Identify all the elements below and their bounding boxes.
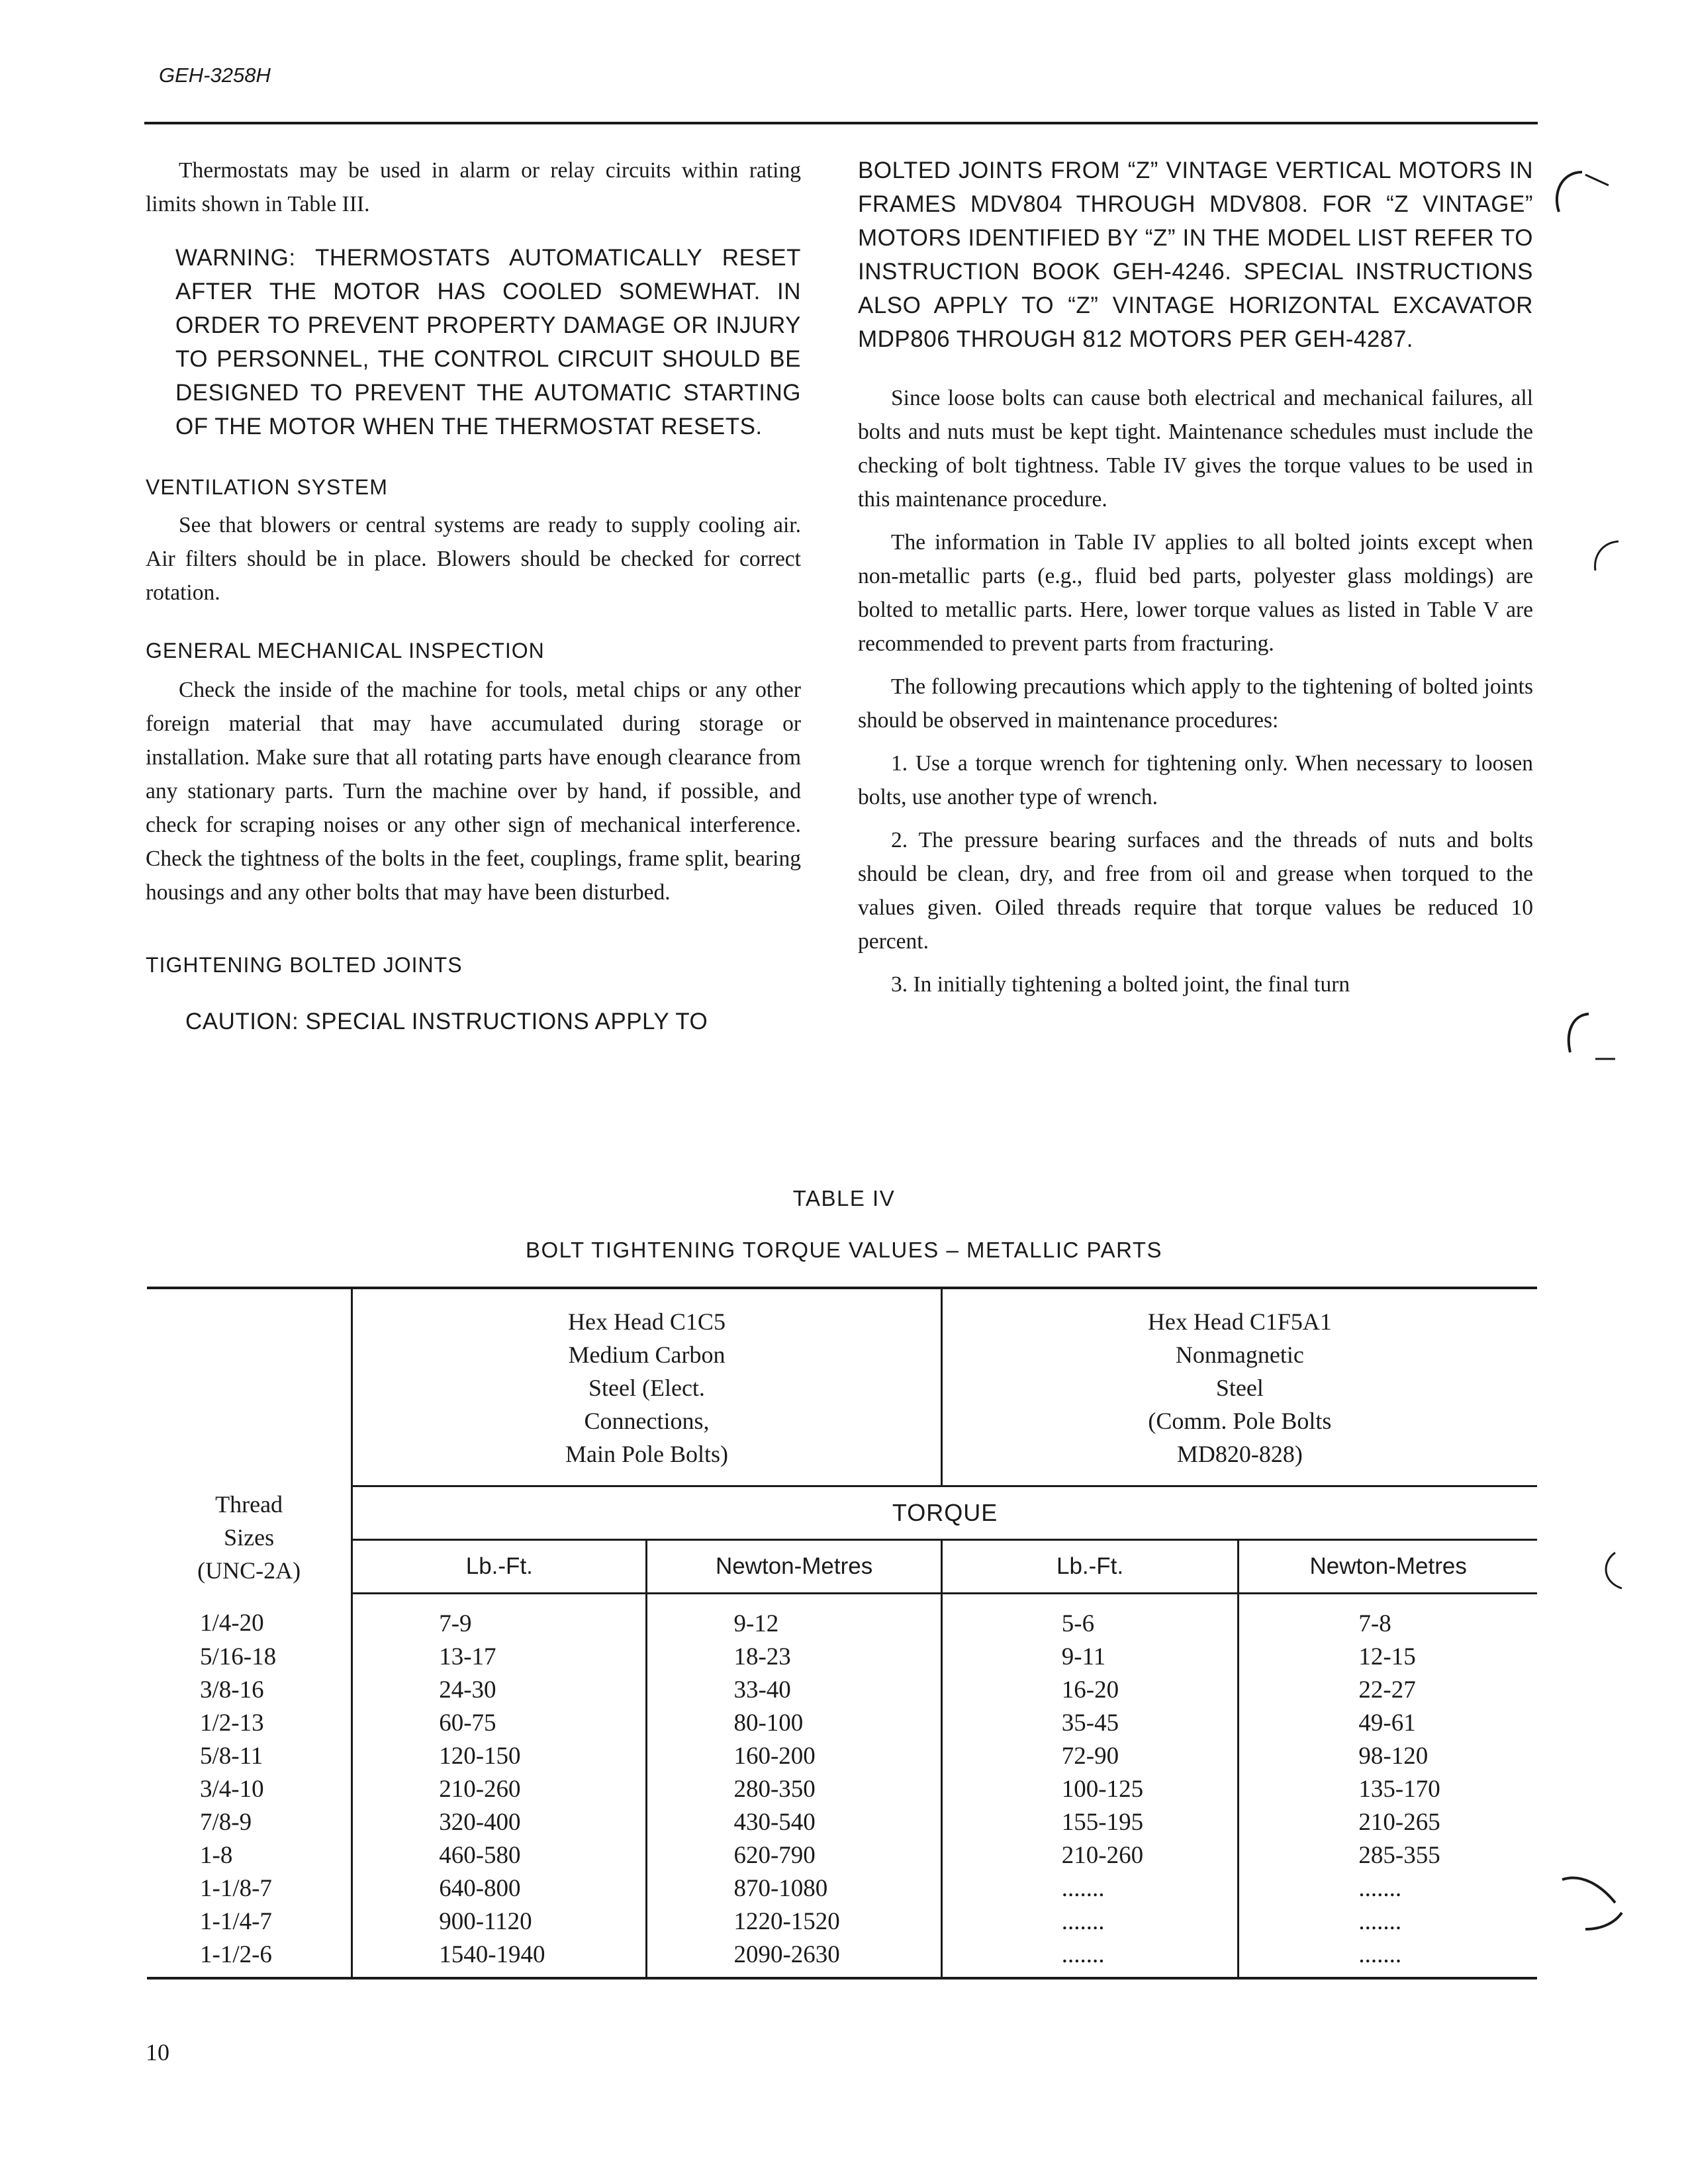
torque-table xyxy=(147,1287,1537,1979)
document-id: GEH-3258H xyxy=(159,64,271,87)
table-number: TABLE IV xyxy=(792,1186,896,1210)
c1f5a1-nm-cell: 7-8 xyxy=(1239,1594,1537,1641)
c1f5a1-lbft-cell: 9-11 xyxy=(941,1641,1239,1674)
material-line: Hex Head C1C5 xyxy=(567,1308,726,1335)
tightening-heading: TIGHTENING BOLTED JOINTS xyxy=(146,953,463,977)
material-line: Steel (Elect. xyxy=(588,1375,705,1401)
c1c5-nm-cell: 280-350 xyxy=(647,1773,941,1806)
c1f5a1-nm-cell: 49-61 xyxy=(1239,1707,1537,1740)
margin-scan-mark xyxy=(1585,536,1625,576)
precaution-item-1: 1. Use a torque wrench for tightening only. When necessary to loosen bolts, use another type of wrench. xyxy=(858,751,1533,809)
margin-scan-mark xyxy=(1549,1006,1622,1066)
c1f5a1-nm-cell: 12-15 xyxy=(1239,1641,1537,1674)
material-line: Medium Carbon xyxy=(568,1342,726,1368)
table-row xyxy=(147,1641,1537,1674)
c1c5-lbft-cell: 13-17 xyxy=(352,1641,647,1674)
caution-start: CAUTION: SPECIAL INSTRUCTIONS APPLY TO xyxy=(185,1009,708,1034)
thread-size-cell: 5/16-18 xyxy=(200,1643,277,1670)
c1c5-nm-cell: 1220-1520 xyxy=(647,1905,941,1938)
material-line: Hex Head C1F5A1 xyxy=(1147,1308,1332,1335)
c1c5-lbft-cell: 120-150 xyxy=(352,1740,647,1773)
unit-header-lbft-1: Lb.-Ft. xyxy=(352,1540,647,1594)
c1f5a1-lbft-cell: ....... xyxy=(941,1872,1239,1905)
c1f5a1-nm-cell: 135-170 xyxy=(1239,1773,1537,1806)
c1c5-nm-cell: 18-23 xyxy=(647,1641,941,1674)
table-iv-applicability-para: The information in Table IV applies to all bolted joints except when non-metallic parts (e.g., fluid bed parts, polyester glass moldings) are bolted to metallic parts. Here, lower torque values as listed in Table V are recommended to prevent parts from fracturing. xyxy=(858,530,1533,656)
c1f5a1-nm-cell: ....... xyxy=(1239,1905,1537,1938)
c1f5a1-lbft-cell: 72-90 xyxy=(941,1740,1239,1773)
c1f5a1-lbft-cell: 100-125 xyxy=(941,1773,1239,1806)
caution-continuation: BOLTED JOINTS FROM “Z” VINTAGE VERTICAL MOTORS IN FRAMES MDV804 THROUGH MDV808. FOR “Z VINTAGE” MOTORS IDENTIFIED BY “Z” IN THE MODEL LIST REFER TO INSTRUCTION BOOK GEH-4246. SPECIAL INSTRUCTIONS ALSO APPLY TO “Z” VINTAGE HORIZONTAL EXCAVATOR MDP806 THROUGH 812 MOTORS PER GEH-4287. xyxy=(858,158,1533,352)
material-line: Nonmagnetic xyxy=(1175,1342,1304,1368)
unit-header-nm-2: Newton-Metres xyxy=(1239,1540,1537,1594)
thread-size-cell: 3/4-10 xyxy=(200,1776,264,1803)
c1c5-lbft-cell: 900-1120 xyxy=(352,1905,647,1938)
material-line: Connections, xyxy=(584,1408,710,1434)
table-row xyxy=(147,1594,1537,1641)
c1f5a1-nm-cell: 22-27 xyxy=(1239,1674,1537,1707)
inspection-text: Check the inside of the machine for tools, metal chips or any other foreign material that may have accumulated during storage or installation. Make sure that all rotating parts have enough clearance from any stationary parts. Turn the machine over by hand, if possible, and check for scraping noises or any other sign of mechanical interference. Check the tightness of the bolts in the feet, couplings, frame split, bearing housings and any other bolts that may have been disturbed. xyxy=(146,678,801,905)
c1c5-nm-cell: 160-200 xyxy=(647,1740,941,1773)
page-number: 10 xyxy=(146,2039,169,2066)
thread-size-cell: 7/8-9 xyxy=(200,1809,252,1836)
precaution-item-3: 3. In initially tightening a bolted joint, the final turn xyxy=(891,972,1350,997)
thermostat-warning: WARNING: THERMOSTATS AUTOMATICALLY RESET AFTER THE MOTOR HAS COOLED SOMEWHAT. IN ORDER TO PREVENT PROPERTY DAMAGE OR INJURY TO PERSONNEL, THE CONTROL CIRCUIT SHOULD BE DESIGNED TO PREVENT THE AUTOMATIC STARTING OF THE MOTOR WHEN THE THERMOSTAT RESETS. xyxy=(175,245,801,439)
c1c5-lbft-cell: 640-800 xyxy=(352,1872,647,1905)
precautions-intro: The following precautions which apply to the tightening of bolted joints should be observed in maintenance procedures: xyxy=(858,674,1533,733)
thread-size-cell: 1-1/8-7 xyxy=(200,1875,272,1902)
c1c5-lbft-cell: 60-75 xyxy=(352,1707,647,1740)
thread-header-line: (UNC-2A) xyxy=(197,1557,301,1584)
torque-header: TORQUE xyxy=(352,1486,1537,1540)
c1c5-nm-cell: 33-40 xyxy=(647,1674,941,1707)
thread-size-cell: 1-8 xyxy=(200,1842,233,1869)
c1f5a1-lbft-cell: 155-195 xyxy=(941,1806,1239,1839)
c1f5a1-lbft-cell: 16-20 xyxy=(941,1674,1239,1707)
table-row xyxy=(147,1938,1537,1972)
left-column xyxy=(146,154,801,1038)
material-line: MD820-828) xyxy=(1176,1441,1303,1467)
c1c5-nm-cell: 80-100 xyxy=(647,1707,941,1740)
c1f5a1-lbft-cell: ....... xyxy=(941,1938,1239,1972)
margin-scan-mark xyxy=(1542,165,1622,218)
thread-size-cell: 1/4-20 xyxy=(200,1610,264,1637)
c1c5-nm-cell: 2090-2630 xyxy=(647,1938,941,1972)
ventilation-text: See that blowers or central systems are ready to supply cooling air. Air filters should be in place. Blowers should be checked for correct rotation. xyxy=(146,513,801,605)
thread-header-line: Thread xyxy=(215,1490,283,1518)
table-row xyxy=(147,1872,1537,1905)
c1c5-lbft-cell: 320-400 xyxy=(352,1806,647,1839)
thread-header xyxy=(147,1288,352,1594)
c1c5-nm-cell: 430-540 xyxy=(647,1806,941,1839)
table-title: BOLT TIGHTENING TORQUE VALUES – METALLIC PARTS xyxy=(525,1238,1163,1262)
table-row xyxy=(147,1806,1537,1839)
thermostat-intro: Thermostats may be used in alarm or relay circuits within rating limits shown in Table III. xyxy=(146,158,801,216)
torque-table-body xyxy=(147,1594,1537,1972)
c1f5a1-nm-cell: 98-120 xyxy=(1239,1740,1537,1773)
thread-size-cell: 1-1/4-7 xyxy=(200,1908,272,1935)
c1f5a1-lbft-cell: 35-45 xyxy=(941,1707,1239,1740)
c1c5-lbft-cell: 1540-1940 xyxy=(352,1938,647,1972)
inspection-heading: GENERAL MECHANICAL INSPECTION xyxy=(146,639,545,662)
thread-size-cell: 5/8-11 xyxy=(200,1743,263,1770)
c1f5a1-nm-cell: ....... xyxy=(1239,1938,1537,1972)
precaution-item-2: 2. The pressure bearing surfaces and the threads of nuts and bolts should be clean, dry, and free from oil and grease when torqued to the values given. Oiled threads require that torque values be reduced 10 percent. xyxy=(858,828,1533,954)
c1c5-nm-cell: 620-790 xyxy=(647,1839,941,1872)
table-row xyxy=(147,1674,1537,1707)
c1f5a1-nm-cell: 285-355 xyxy=(1239,1839,1537,1872)
c1f5a1-nm-cell: ....... xyxy=(1239,1872,1537,1905)
c1c5-lbft-cell: 7-9 xyxy=(352,1594,647,1641)
c1f5a1-lbft-cell: 5-6 xyxy=(941,1594,1239,1641)
table-row xyxy=(147,1740,1537,1773)
torque-table-wrapper xyxy=(147,1287,1537,1979)
table-row xyxy=(147,1707,1537,1740)
material-line: (Comm. Pole Bolts xyxy=(1148,1408,1332,1434)
unit-header-nm-1: Newton-Metres xyxy=(647,1540,941,1594)
table-row xyxy=(147,1905,1537,1938)
thread-header-line: Sizes xyxy=(224,1524,275,1551)
table-row xyxy=(147,1839,1537,1872)
thread-size-cell: 3/8-16 xyxy=(200,1676,264,1704)
material-line: Steel xyxy=(1215,1375,1264,1401)
header-rule xyxy=(144,122,1538,124)
thread-size-cell: 1-1/2-6 xyxy=(200,1941,272,1968)
c1c5-lbft-cell: 460-580 xyxy=(352,1839,647,1872)
c1c5-lbft-cell: 24-30 xyxy=(352,1674,647,1707)
ventilation-heading: VENTILATION SYSTEM xyxy=(146,475,388,499)
material-line: Main Pole Bolts) xyxy=(565,1441,728,1467)
c1f5a1-nm-cell: 210-265 xyxy=(1239,1806,1537,1839)
thread-size-cell: 1/2-13 xyxy=(200,1709,264,1737)
material-header-c1c5 xyxy=(352,1288,942,1486)
c1c5-nm-cell: 870-1080 xyxy=(647,1872,941,1905)
bolt-maintenance-para: Since loose bolts can cause both electrical and mechanical failures, all bolts and nuts must be kept tight. Maintenance schedules must include the checking of bolt tightness. Table IV gives the torque values to be used in this maintenance procedure. xyxy=(858,386,1533,512)
c1c5-lbft-cell: 210-260 xyxy=(352,1773,647,1806)
table-row xyxy=(147,1773,1537,1806)
c1c5-nm-cell: 9-12 xyxy=(647,1594,941,1641)
unit-header-lbft-2: Lb.-Ft. xyxy=(941,1540,1239,1594)
margin-scan-mark xyxy=(1595,1549,1628,1595)
c1f5a1-lbft-cell: ....... xyxy=(941,1905,1239,1938)
material-header-c1f5a1 xyxy=(941,1288,1537,1486)
margin-scan-mark xyxy=(1549,1866,1628,1939)
c1f5a1-lbft-cell: 210-260 xyxy=(941,1839,1239,1872)
right-column xyxy=(858,154,1533,1001)
